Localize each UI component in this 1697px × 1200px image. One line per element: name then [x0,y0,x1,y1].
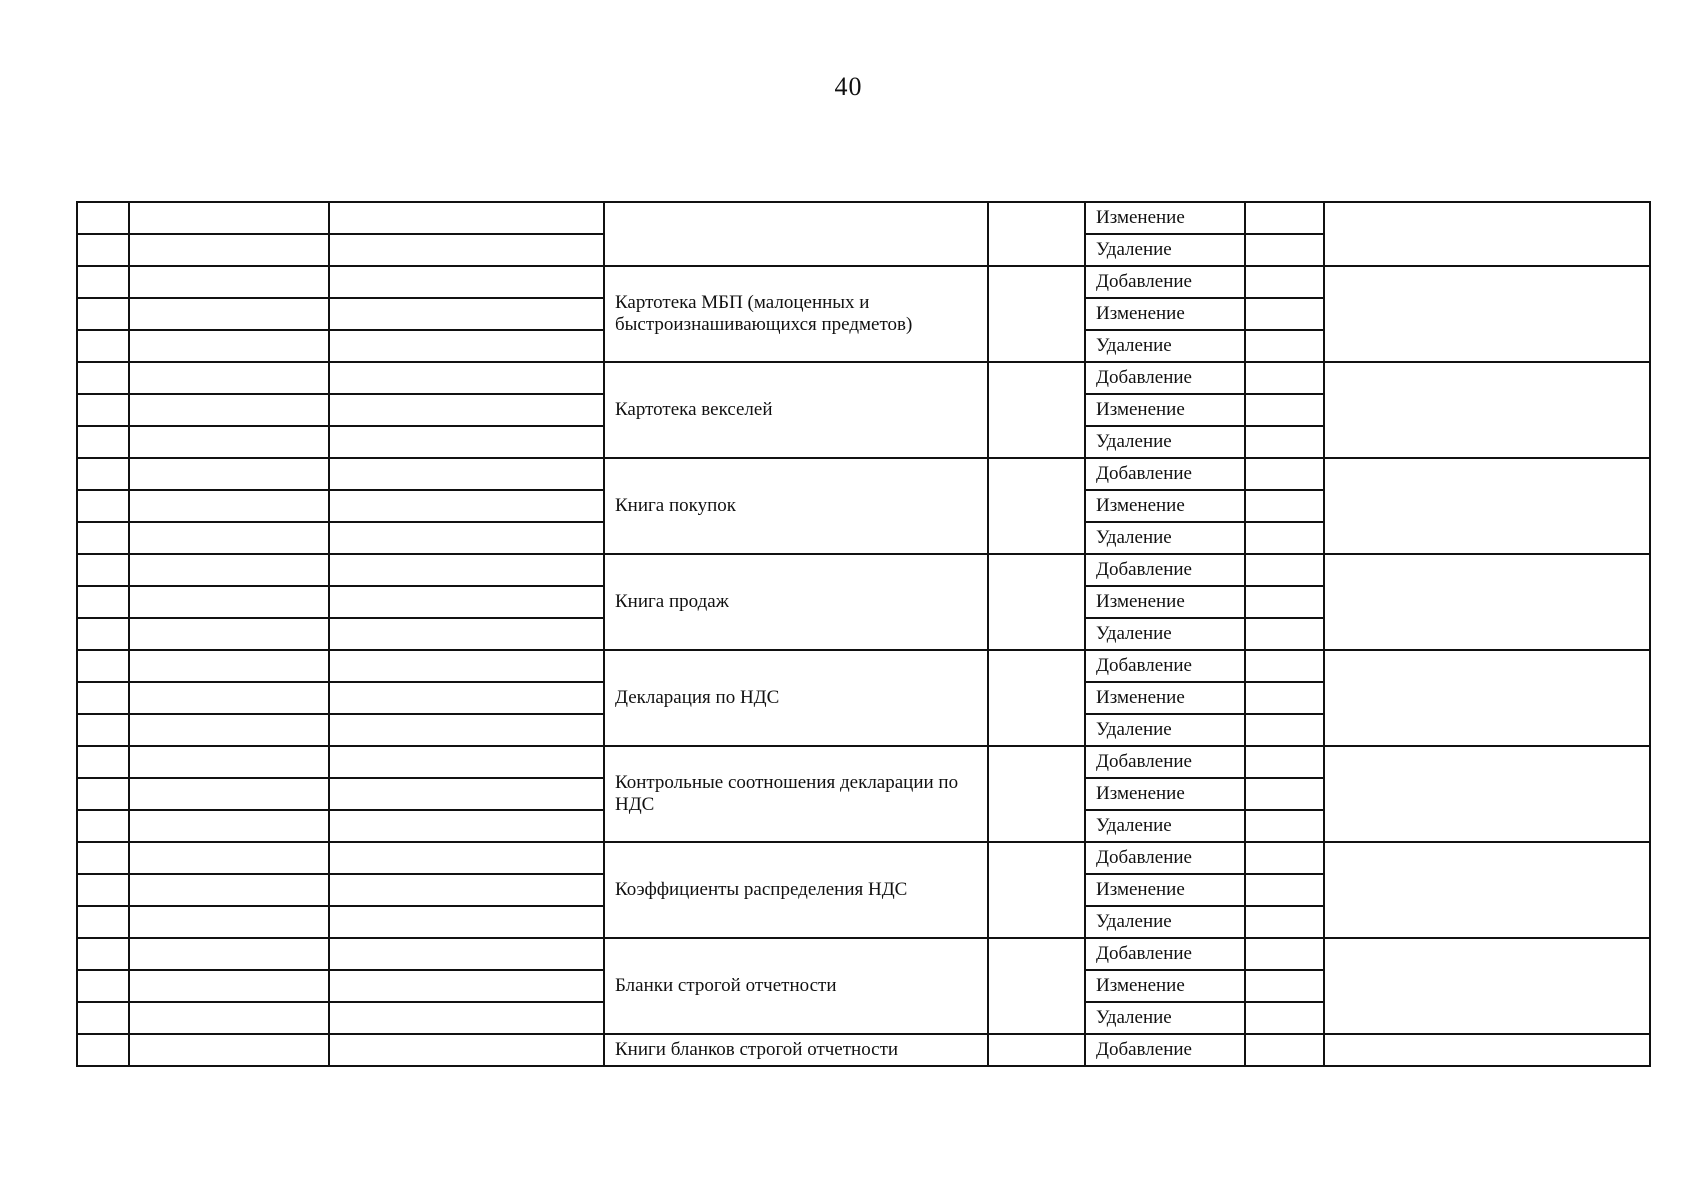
code-cell [129,202,329,234]
flag-cell [1245,362,1324,394]
flag-cell [1245,778,1324,810]
object-cell: Книги бланков строгой отчетности [604,1034,988,1066]
code-cell [129,394,329,426]
row-number-cell [77,234,129,266]
operation-cell: Изменение [1085,202,1245,234]
name-cell [329,266,604,298]
rights-table [76,201,1651,1067]
table-row [77,746,1650,778]
operation-cell: Удаление [1085,810,1245,842]
row-number-cell [77,874,129,906]
row-number-cell [77,426,129,458]
name-cell [329,682,604,714]
table-body [77,202,1650,1066]
flag-cell [1245,458,1324,490]
code-cell [129,362,329,394]
flag-cell [1245,1002,1324,1034]
operation-cell: Добавление [1085,362,1245,394]
operation-cell: Добавление [1085,746,1245,778]
access-cell [988,266,1085,362]
name-cell [329,362,604,394]
name-cell [329,714,604,746]
name-cell [329,906,604,938]
code-cell [129,746,329,778]
flag-cell [1245,234,1324,266]
row-number-cell [77,810,129,842]
operation-cell: Удаление [1085,234,1245,266]
operation-cell: Удаление [1085,330,1245,362]
row-number-cell [77,266,129,298]
operation-cell: Изменение [1085,970,1245,1002]
code-cell [129,554,329,586]
access-cell [988,842,1085,938]
object-cell [604,202,988,266]
table-row [77,842,1650,874]
code-cell [129,1002,329,1034]
table-row [77,1034,1650,1066]
flag-cell [1245,1034,1324,1066]
code-cell [129,266,329,298]
note-cell [1324,842,1650,938]
operation-cell: Изменение [1085,394,1245,426]
table-row [77,554,1650,586]
access-cell [988,202,1085,266]
name-cell [329,330,604,362]
access-cell [988,554,1085,650]
table-row [77,362,1650,394]
name-cell [329,298,604,330]
operation-cell: Изменение [1085,682,1245,714]
code-cell [129,874,329,906]
code-cell [129,682,329,714]
flag-cell [1245,874,1324,906]
flag-cell [1245,682,1324,714]
name-cell [329,746,604,778]
access-cell [988,650,1085,746]
row-number-cell [77,586,129,618]
object-cell: Книга продаж [604,554,988,650]
row-number-cell [77,458,129,490]
row-number-cell [77,1002,129,1034]
code-cell [129,906,329,938]
object-cell: Картотека МБП (малоценных и быстроизнашивающихся предметов) [604,266,988,362]
code-cell [129,426,329,458]
note-cell [1324,746,1650,842]
row-number-cell [77,522,129,554]
object-cell: Бланки строгой отчетности [604,938,988,1034]
flag-cell [1245,522,1324,554]
note-cell [1324,458,1650,554]
flag-cell [1245,426,1324,458]
name-cell [329,778,604,810]
row-number-cell [77,1034,129,1066]
code-cell [129,234,329,266]
row-number-cell [77,778,129,810]
table-row [77,458,1650,490]
operation-cell: Изменение [1085,490,1245,522]
code-cell [129,842,329,874]
name-cell [329,586,604,618]
row-number-cell [77,202,129,234]
name-cell [329,618,604,650]
flag-cell [1245,330,1324,362]
code-cell [129,618,329,650]
name-cell [329,874,604,906]
name-cell [329,202,604,234]
row-number-cell [77,938,129,970]
name-cell [329,490,604,522]
table-row [77,202,1650,234]
flag-cell [1245,394,1324,426]
table-row [77,650,1650,682]
row-number-cell [77,394,129,426]
code-cell [129,970,329,1002]
access-cell [988,938,1085,1034]
name-cell [329,938,604,970]
page-number: 40 [834,72,863,101]
flag-cell [1245,938,1324,970]
flag-cell [1245,266,1324,298]
code-cell [129,298,329,330]
note-cell [1324,554,1650,650]
table-row [77,266,1650,298]
note-cell [1324,938,1650,1034]
note-cell [1324,1034,1650,1066]
access-cell [988,746,1085,842]
code-cell [129,650,329,682]
operation-cell: Добавление [1085,842,1245,874]
access-cell [988,362,1085,458]
access-cell [988,1034,1085,1066]
flag-cell [1245,810,1324,842]
name-cell [329,810,604,842]
row-number-cell [77,746,129,778]
operation-cell: Удаление [1085,714,1245,746]
flag-cell [1245,970,1324,1002]
operation-cell: Добавление [1085,458,1245,490]
operation-cell: Удаление [1085,618,1245,650]
name-cell [329,970,604,1002]
operation-cell: Удаление [1085,906,1245,938]
object-cell: Коэффициенты распределения НДС [604,842,988,938]
code-cell [129,938,329,970]
name-cell [329,522,604,554]
code-cell [129,330,329,362]
name-cell [329,554,604,586]
name-cell [329,1034,604,1066]
row-number-cell [77,682,129,714]
flag-cell [1245,842,1324,874]
code-cell [129,1034,329,1066]
note-cell [1324,266,1650,362]
name-cell [329,1002,604,1034]
operation-cell: Добавление [1085,554,1245,586]
table-row [77,938,1650,970]
code-cell [129,586,329,618]
object-cell: Книга покупок [604,458,988,554]
row-number-cell [77,970,129,1002]
operation-cell: Изменение [1085,874,1245,906]
row-number-cell [77,490,129,522]
flag-cell [1245,618,1324,650]
code-cell [129,778,329,810]
row-number-cell [77,714,129,746]
code-cell [129,810,329,842]
flag-cell [1245,586,1324,618]
operation-cell: Удаление [1085,426,1245,458]
row-number-cell [77,842,129,874]
operation-cell: Добавление [1085,650,1245,682]
operation-cell: Изменение [1085,298,1245,330]
object-cell: Контрольные соотношения декларации по НДС [604,746,988,842]
flag-cell [1245,554,1324,586]
row-number-cell [77,298,129,330]
name-cell [329,426,604,458]
row-number-cell [77,330,129,362]
name-cell [329,842,604,874]
flag-cell [1245,714,1324,746]
flag-cell [1245,650,1324,682]
object-cell: Декларация по НДС [604,650,988,746]
row-number-cell [77,554,129,586]
operation-cell: Удаление [1085,522,1245,554]
row-number-cell [77,650,129,682]
code-cell [129,490,329,522]
operation-cell: Добавление [1085,938,1245,970]
operation-cell: Удаление [1085,1002,1245,1034]
code-cell [129,458,329,490]
note-cell [1324,362,1650,458]
row-number-cell [77,362,129,394]
access-cell [988,458,1085,554]
operation-cell: Добавление [1085,1034,1245,1066]
flag-cell [1245,906,1324,938]
flag-cell [1245,746,1324,778]
name-cell [329,234,604,266]
flag-cell [1245,490,1324,522]
name-cell [329,650,604,682]
operation-cell: Изменение [1085,778,1245,810]
row-number-cell [77,618,129,650]
note-cell [1324,650,1650,746]
operation-cell: Изменение [1085,586,1245,618]
code-cell [129,714,329,746]
object-cell: Картотека векселей [604,362,988,458]
code-cell [129,522,329,554]
operation-cell: Добавление [1085,266,1245,298]
flag-cell [1245,298,1324,330]
flag-cell [1245,202,1324,234]
name-cell [329,394,604,426]
row-number-cell [77,906,129,938]
name-cell [329,458,604,490]
note-cell [1324,202,1650,266]
